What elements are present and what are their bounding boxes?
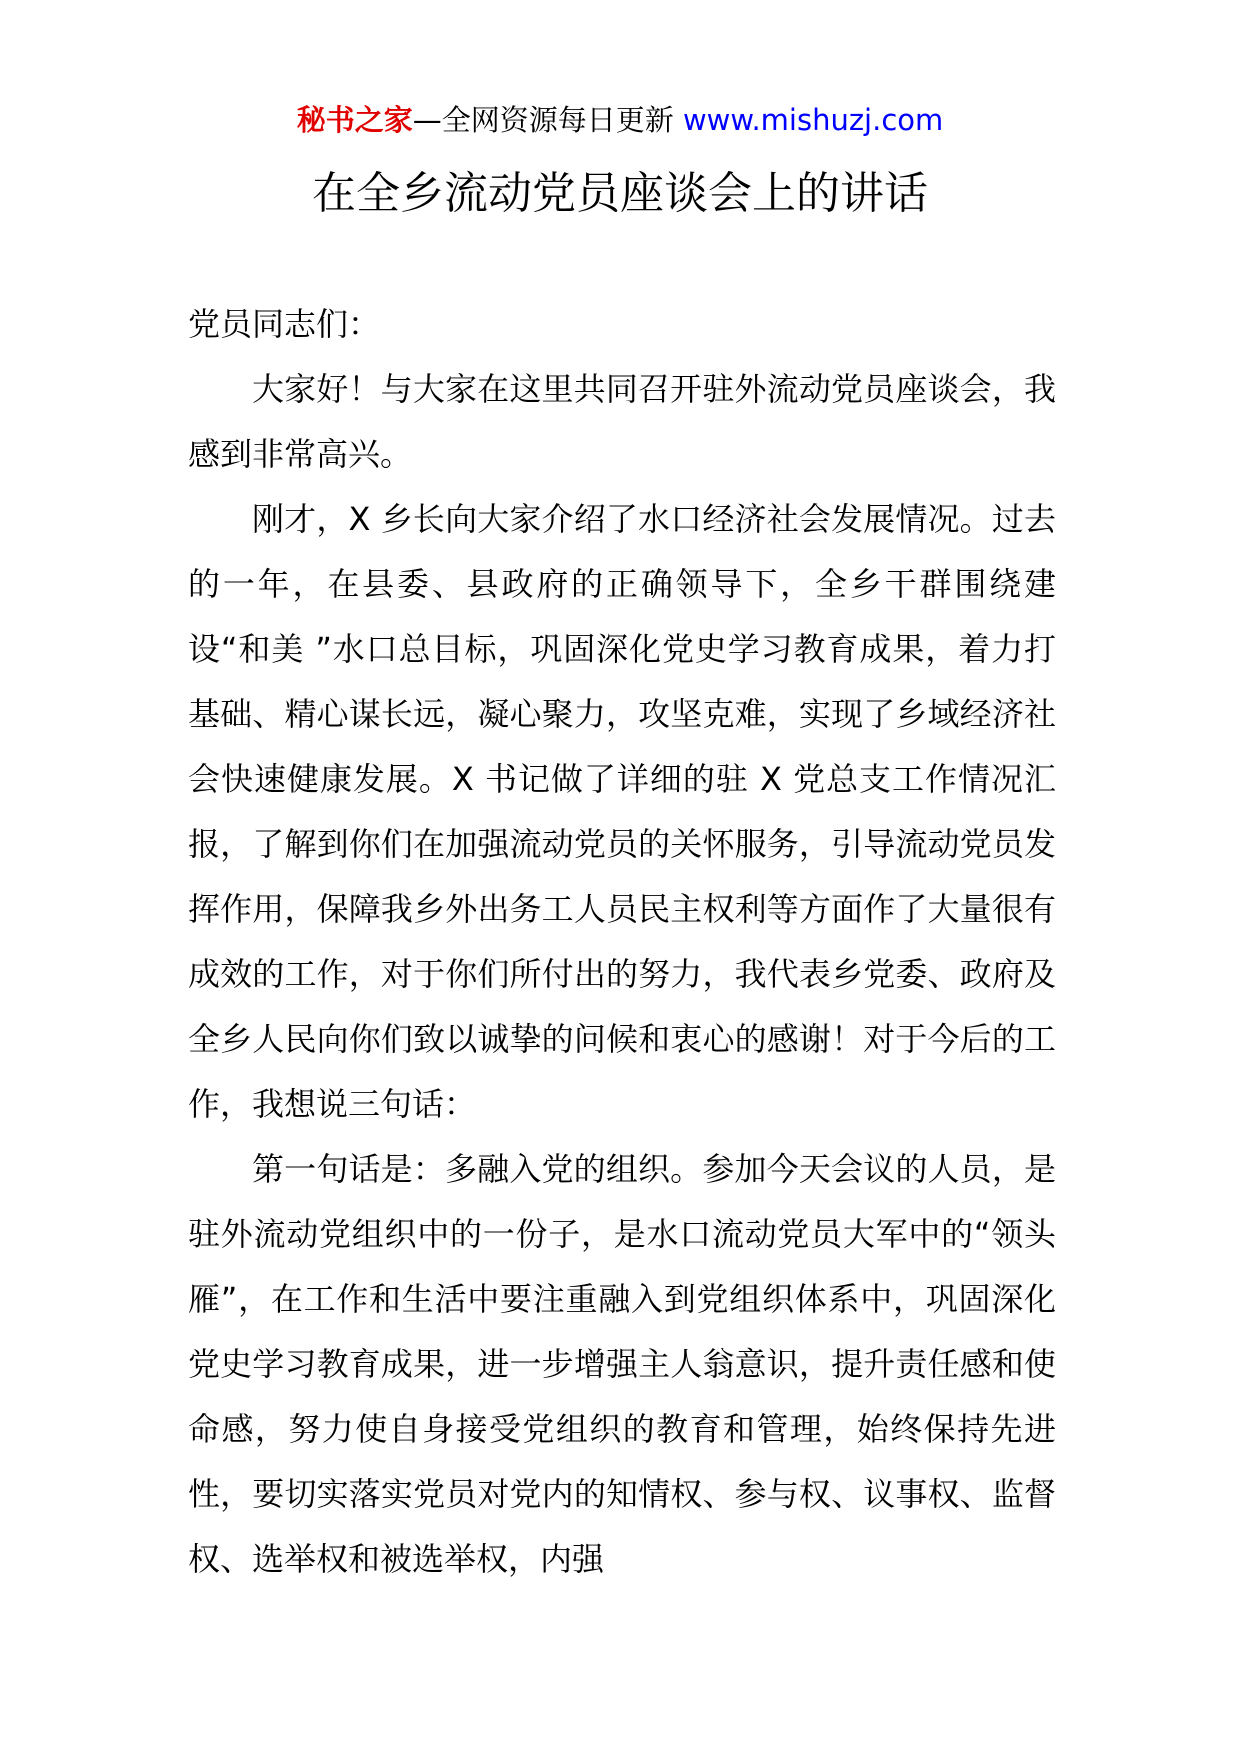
site-url: www.mishuzj.com [682,103,944,137]
document-title: 在全乡流动党员座谈会上的讲话 [312,168,928,219]
site-tagline: —全网资源每日更新 [412,103,683,137]
site-brand: 秘书之家 [296,103,413,137]
site-header [0,100,1240,140]
paragraph-3: 第一句话是：多融入党的组织。参加今天会议的人员，是驻外流动党组织中的一份子，是水口流动党员大军中的“领头雁”，在工作和生活中要注重融入到党组织体系中，巩固深化党史学习教育成果，进一步增强主人翁意识，提升责任感和使命感，努力使自身接受党组织的教育和管理，始终保持先进性，要切实落实党员对党内的知情权、参与权、议事权、监督权、选举权和被选举权，内强 [188,1150,1056,1578]
paragraph-1: 大家好！与大家在这里共同召开驻外流动党员座谈会，我感到非常高兴。 [188,370,1056,473]
paragraph-2: 刚才，X 乡长向大家介绍了水口经济社会发展情况。过去的一年，在县委、县政府的正确领导下，全乡干群围绕建设“和美 ”水口总目标，巩固深化党史学习教育成果，着力打基础、精心谋长远，凝心聚力，攻坚克难，实现了乡域经济社会快速健康发展。X 书记做了详细的驻 X 党总支工作情况汇报，了解到你们在加强流动党员的关怀服务，引导流动党员发挥作用，保障我乡外出务工人员民主权利等方面作了大量很有成效的工作，对于你们所付出的努力，我代表乡党委、政府及全乡人民向你们致以诚挚的问候和衷心的感谢！对于今后的工作，我想说三句话： [188,500,1056,1123]
document-body [188,292,1056,1592]
salutation: 党员同志们： [188,305,381,343]
